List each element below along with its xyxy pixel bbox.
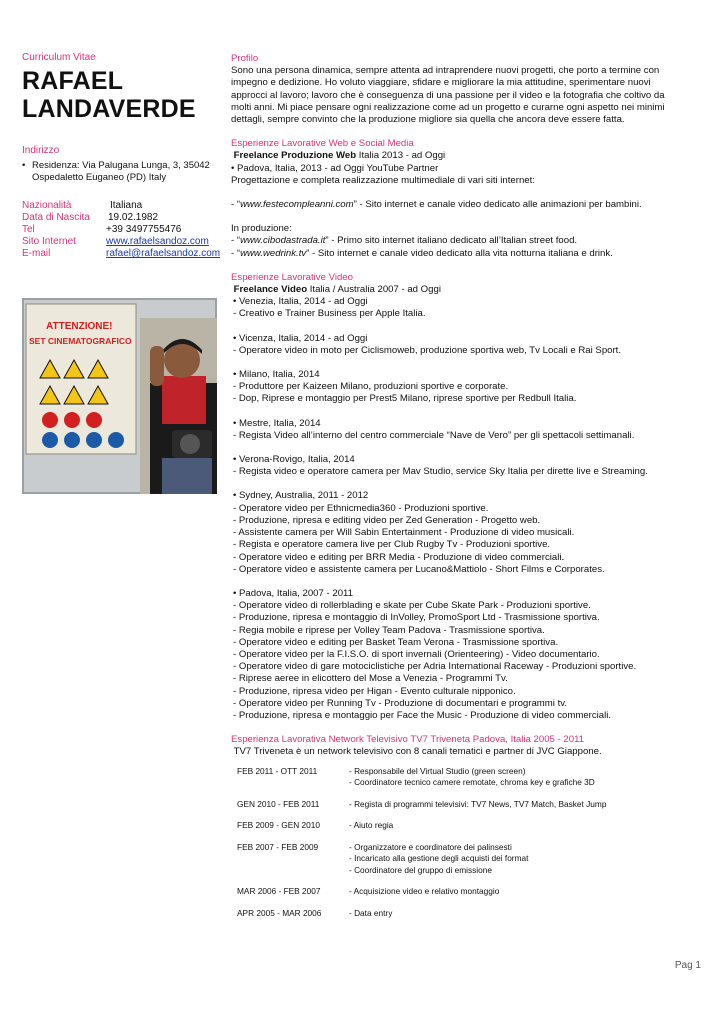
video-heading <box>231 284 701 296</box>
job-line: - Operatore video di gare motociclistiche per Adria International Raceway - Produzioni sportive. <box>233 661 637 673</box>
section-title-network: Esperienza Lavorativa Network Televisivo TV7 Triveneta Padova, Italia 2005 - 2011 <box>231 734 585 746</box>
detail-key: Data di Nascita <box>22 212 90 223</box>
person-name <box>22 67 222 123</box>
address-line-1: Residenza: Via Palugana Lunga, 3, 35042 <box>32 160 210 171</box>
address <box>22 160 222 184</box>
timeline-item: - Incaricato alla gestione degli acquisti dei format <box>349 853 529 864</box>
address-line-2: Ospedaletto Euganeo (PD) Italy <box>32 172 167 183</box>
right-column <box>231 53 701 929</box>
site-name: www.festecompleanni.com <box>240 199 354 211</box>
timeline-row <box>237 886 701 898</box>
site-desc: ” - Primo sito internet italiano dedicato all’Italian street food. <box>325 235 578 247</box>
timeline-row <box>237 908 701 920</box>
timeline-row <box>237 766 701 789</box>
personal-details <box>22 200 222 260</box>
web-heading-bold: Freelance Produzione Web <box>233 150 357 162</box>
profile-text: dettagli, sempre convinto che la produzione migliore sia quella che ancora deve essere fatta. <box>231 114 625 126</box>
detail-row <box>22 200 222 212</box>
job-line: - Riprese aeree in elicottero del Mose a Venezia - Programmi Tv. <box>233 673 508 685</box>
job-line: - Regista Video all’interno del centro commerciale “Nave de Vero” per gli spettacoli settimanali. <box>233 429 635 441</box>
detail-value: +39 3497755476 <box>106 224 182 235</box>
bullet-icon: • <box>22 160 26 171</box>
timeline-items <box>349 766 595 789</box>
job-line: - Operatore video per Running Tv - Produzione di documentari e programmi tv. <box>233 697 567 709</box>
video-experience-list <box>231 296 701 722</box>
website-link[interactable]: www.rafaelsandoz.com <box>106 236 209 247</box>
detail-key: Nazionalità <box>22 200 72 211</box>
site-line <box>231 248 701 260</box>
network-timeline <box>237 766 701 920</box>
sign-subtitle: SET CINEMATOGRAFICO <box>29 336 132 346</box>
address-label: Indirizzo <box>22 145 60 156</box>
site-name: www.cibodastrada.it <box>240 235 326 247</box>
location-line: • Sydney, Australia, 2011 - 2012 <box>233 490 369 502</box>
in-production-label: In produzione: <box>231 223 292 235</box>
left-column <box>22 52 222 260</box>
job-line: - Regista video e operatore camera per Mav Studio, service Sky Italia per dirette live e Streaming. <box>233 466 648 478</box>
location-line: • Vicenza, Italia, 2014 - ad Oggi <box>233 332 368 344</box>
location-line: • Milano, Italia, 2014 <box>233 369 320 381</box>
sign-title: ATTENZIONE! <box>46 321 113 332</box>
timeline-item: - Data entry <box>349 907 393 918</box>
timeline-item: - Coordinatore tecnico camere remotate, chroma key e grafiche 3D <box>349 777 595 788</box>
timeline-item: - Aiuto regia <box>349 820 394 831</box>
job-line: - Produzione, ripresa e montaggio di InVolley, PromoSport Ltd - Trasmissione sportiva. <box>233 612 600 624</box>
site-quote: - “ <box>231 235 241 247</box>
timeline-item: - Regista di programmi televisivi: TV7 News, TV7 Match, Basket Jump <box>349 798 607 809</box>
location-line: • Venezia, Italia, 2014 - ad Oggi <box>233 296 368 308</box>
detail-key: E-mail <box>22 248 51 259</box>
name-line-1: RAFAEL <box>22 67 124 95</box>
site-desc: ” - Sito internet e canale video dedicato alla vita notturna italiana e drink. <box>306 247 613 259</box>
timeline-item: - Coordinatore del gruppo di emissione <box>349 864 492 875</box>
job-line: - Assistente camera per Will Sabin Entertainment - Produzione di video musicali. <box>233 527 575 539</box>
job-line: - Produzione, ripresa video per Higan - Evento culturale nipponico. <box>233 685 516 697</box>
timeline-row <box>237 799 701 811</box>
detail-row <box>22 212 222 224</box>
job-line: - Operatore video e editing per Basket Team Verona - Trasmissione sportiva. <box>233 636 559 648</box>
profile-text: impegno e dedizione. Ho voluto viaggiare, sfidare e migliorare la mia attitudine, sperimentare nuovi <box>231 77 651 89</box>
location-line: • Verona-Rovigo, Italia, 2014 <box>233 454 355 466</box>
site-line <box>231 235 701 247</box>
web-line: • Padova, Italia, 2013 - ad Oggi YouTube Partner <box>231 162 439 174</box>
job-line: - Operatore video in moto per Ciclismoweb, produzione sportiva web, Tv Locali e Rai Sport. <box>233 344 622 356</box>
site-desc: ” - Sito internet e canale video dedicato alle animazioni per bambini. <box>353 199 642 211</box>
job-line: - Dop, Riprese e montaggio per Prest5 Milano, riprese sportive per Redbull Italia. <box>233 393 577 405</box>
site-quote: - “ <box>231 247 241 259</box>
timeline-date: APR 2005 - MAR 2006 <box>237 907 322 918</box>
site-quote: - “ <box>231 199 241 211</box>
location-line: • Mestre, Italia, 2014 <box>233 417 321 429</box>
timeline-item: - Acquisizione video e relativo montaggio <box>349 886 500 897</box>
timeline-date: MAR 2006 - FEB 2007 <box>237 886 321 897</box>
job-line: - Produttore per Kaizeen Milano, produzioni sportive e corporate. <box>233 381 509 393</box>
video-heading-rest: Italia / Australia 2007 - ad Oggi <box>307 284 441 296</box>
timeline-date: FEB 2009 - GEN 2010 <box>237 820 321 831</box>
location-line: • Padova, Italia, 2007 - 2011 <box>233 587 353 599</box>
profile-photo <box>22 298 217 494</box>
timeline-items <box>349 820 393 832</box>
detail-key: Sito Internet <box>22 236 76 247</box>
network-intro-text: TV7 Triveneta è un network televisivo con 8 canali tematici e partner di JVC Giappone. <box>233 746 602 758</box>
detail-row <box>22 224 222 236</box>
site-name: www.wedrink.tv <box>240 247 307 259</box>
timeline-item: - Organizzatore e coordinatore dei palinsesti <box>349 841 512 852</box>
web-heading-rest: Italia 2013 - ad Oggi <box>356 150 446 162</box>
section-title-video: Esperienze Lavorative Video <box>231 271 353 283</box>
page-number: Pag 1 <box>674 960 701 971</box>
timeline-items <box>349 799 606 811</box>
timeline-date: GEN 2010 - FEB 2011 <box>237 798 320 809</box>
job-line: - Operatore video e editing per BRR Media - Produzione di video commerciali. <box>233 551 565 563</box>
email-link[interactable]: rafael@rafaelsandoz.com <box>106 248 221 259</box>
timeline-items <box>349 908 392 920</box>
job-line: - Operatore video per Ethnicmedia360 - Produzioni sportive. <box>233 502 489 514</box>
timeline-item: - Responsabile del Virtual Studio (green screen) <box>349 765 526 776</box>
detail-value: 19.02.1982 <box>108 212 159 223</box>
timeline-row <box>237 820 701 832</box>
profile-text: Sono una persona dinamica, sempre attenta ad intraprendere nuovi progetti, che porto a termine con <box>231 65 660 77</box>
name-line-2: LANDAVERDE <box>22 95 196 123</box>
detail-value: Italiana <box>110 200 143 211</box>
profile-text: molti anni. Mi piace pensare ogni realizzazione come ad un progetto e curarne ogni aspetto nei minimi <box>231 101 665 113</box>
timeline-date: FEB 2011 - OTT 2011 <box>237 765 318 776</box>
profile-text: approcci al lavoro; lavoro che è conseguenza di una passione per il video e la fotografia che coltivo da <box>231 89 665 101</box>
job-line: - Operatore video e assistente camera per Lucano&Mattiolo - Short Films e Corporates. <box>233 563 605 575</box>
network-intro <box>231 746 701 758</box>
job-line: - Produzione, ripresa e montaggio per Face the Music - Produzione di video commerciali. <box>233 709 612 721</box>
timeline-row <box>237 842 701 877</box>
timeline-items <box>349 842 528 877</box>
section-title-profilo: Profilo <box>231 53 259 64</box>
video-heading-bold: Freelance Video <box>233 284 308 296</box>
job-line: - Operatore video per la F.I.S.O. di sport invernali (Orienteering) - Video documentario. <box>233 648 600 660</box>
site-line <box>231 199 701 211</box>
job-line: - Produzione, ripresa e editing video per Zed Generation - Progetto web. <box>233 514 541 526</box>
cv-label: Curriculum Vitae <box>22 52 96 63</box>
job-line: - Regista e operatore camera live per Club Rugby Tv - Produzioni sportive. <box>233 539 551 551</box>
detail-row <box>22 248 222 260</box>
web-line: Progettazione e completa realizzazione multimediale di vari siti internet: <box>231 174 535 186</box>
detail-key: Tel <box>22 224 35 235</box>
timeline-items <box>349 886 499 898</box>
section-title-web: Esperienze Lavorative Web e Social Media <box>231 138 414 150</box>
job-line: - Operatore video di rollerblading e skate per Cube Skate Park - Produzioni sportive. <box>233 600 591 612</box>
web-heading <box>231 150 701 162</box>
detail-row <box>22 236 222 248</box>
job-line: - Creativo e Trainer Business per Apple Italia. <box>233 308 426 320</box>
job-line: - Regia mobile e riprese per Volley Team Padova - Trasmissione sportiva. <box>233 624 545 636</box>
timeline-date: FEB 2007 - FEB 2009 <box>237 841 319 852</box>
